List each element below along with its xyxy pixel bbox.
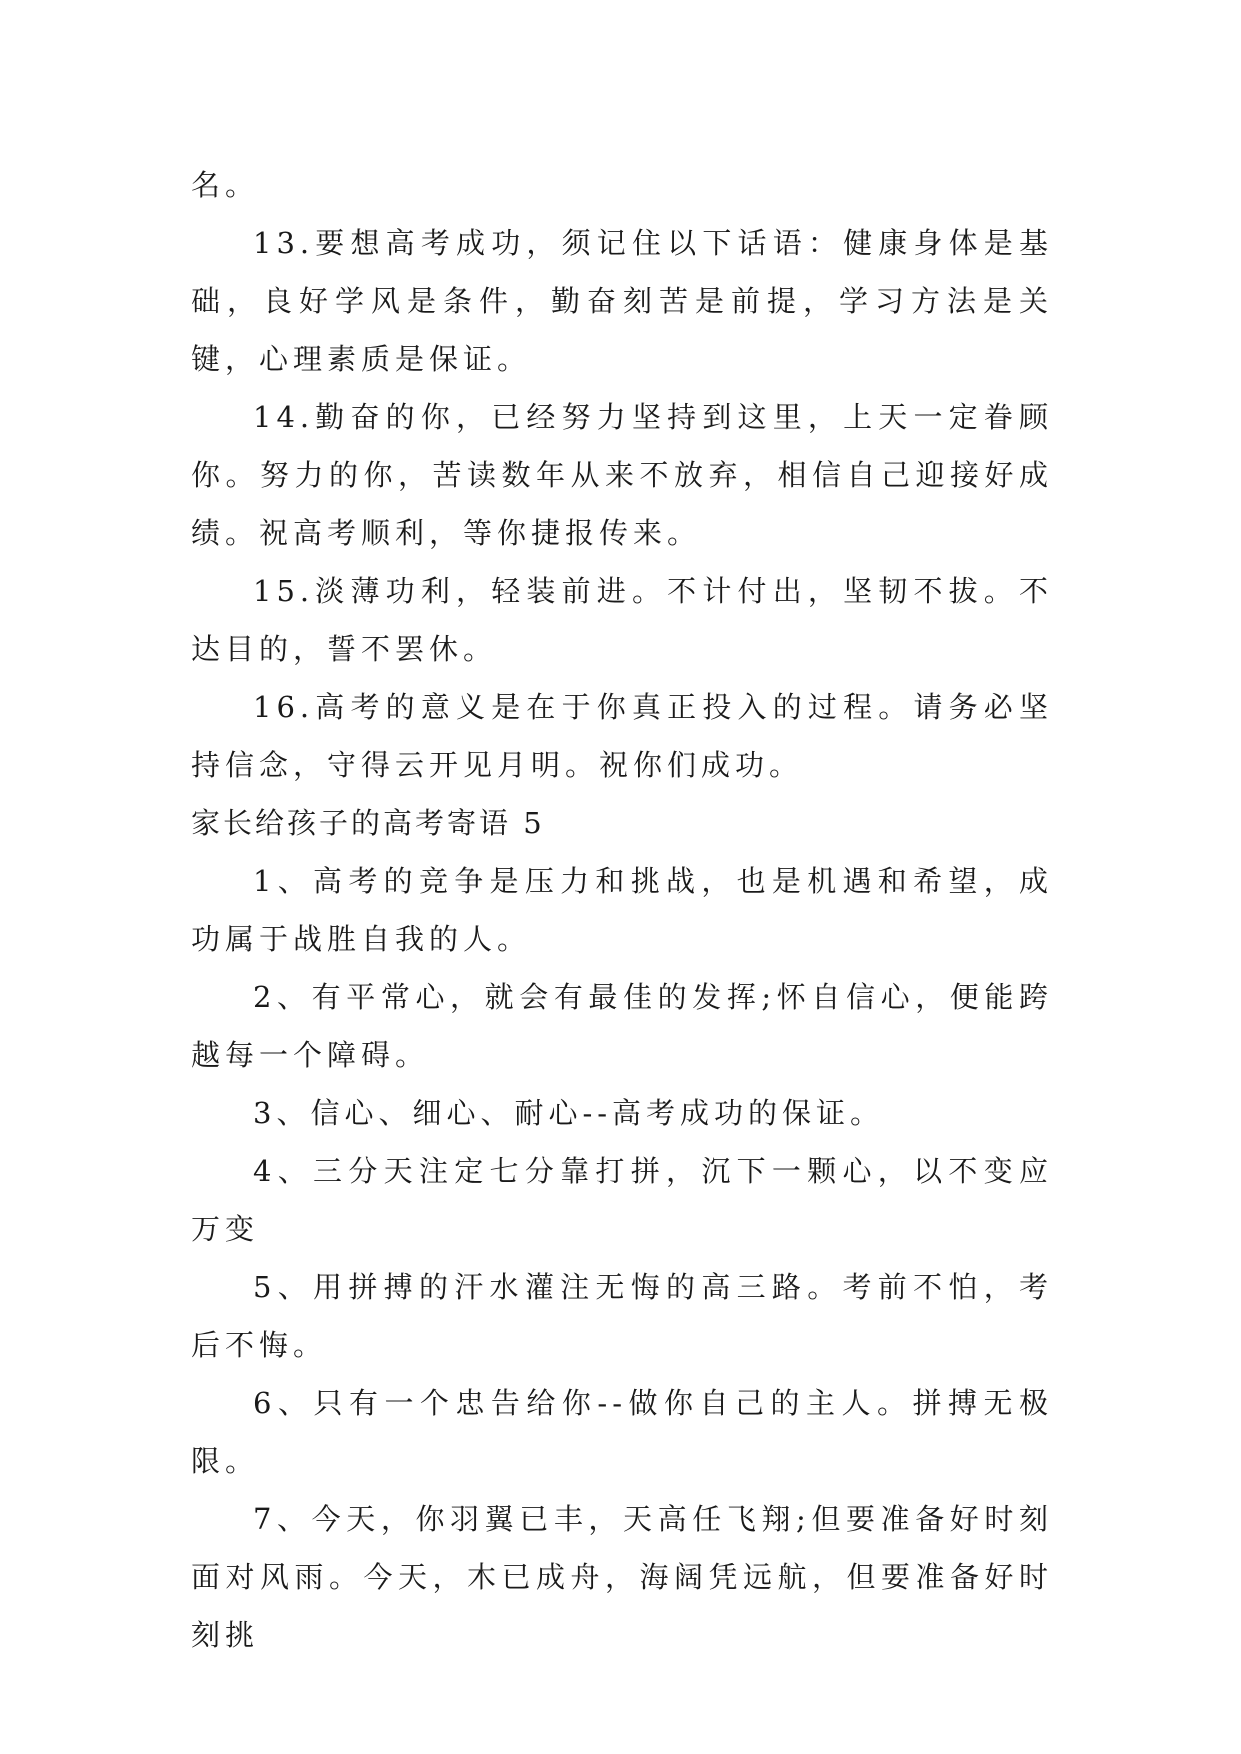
paragraph-item-5: 5、用拼搏的汗水灌注无悔的高三路。考前不怕，考后不悔。 (191, 1270, 1053, 1362)
paragraph-item-15: 15.淡薄功利，轻装前进。不计付出，坚韧不拔。不达目的，誓不罢休。 (191, 574, 1053, 666)
document-page (191, 156, 1053, 1664)
paragraph-item-13: 13.要想高考成功，须记住以下话语：健康身体是基础，良好学风是条件，勤奋刻苦是前提，学习方法是关键，心理素质是保证。 (191, 226, 1053, 376)
paragraph-continuation: 名。 (191, 168, 260, 202)
paragraph-item-7: 7、今天，你羽翼已丰，天高任飞翔;但要准备好时刻面对风雨。今天，木已成舟，海阔凭远航，但要准备好时刻挑 (191, 1502, 1053, 1652)
paragraph-item-16: 16.高考的意义是在于你真正投入的过程。请务必坚持信念，守得云开见月明。祝你们成功。 (191, 690, 1053, 782)
paragraph-item-1: 1、高考的竞争是压力和挑战，也是机遇和希望，成功属于战胜自我的人。 (191, 864, 1053, 956)
paragraph-item-3: 3、信心、细心、耐心--高考成功的保证。 (253, 1096, 885, 1130)
paragraph-item-4: 4、三分天注定七分靠打拼，沉下一颗心，以不变应万变 (191, 1154, 1053, 1246)
section-heading: 家长给孩子的高考寄语 5 (191, 806, 545, 840)
paragraph-item-2: 2、有平常心，就会有最佳的发挥;怀自信心，便能跨越每一个障碍。 (191, 980, 1053, 1072)
paragraph-item-14: 14.勤奋的你，已经努力坚持到这里，上天一定眷顾你。努力的你，苦读数年从来不放弃，相信自己迎接好成绩。祝高考顺利，等你捷报传来。 (191, 400, 1053, 550)
paragraph-item-6: 6、只有一个忠告给你--做你自己的主人。拼搏无极限。 (191, 1386, 1053, 1478)
